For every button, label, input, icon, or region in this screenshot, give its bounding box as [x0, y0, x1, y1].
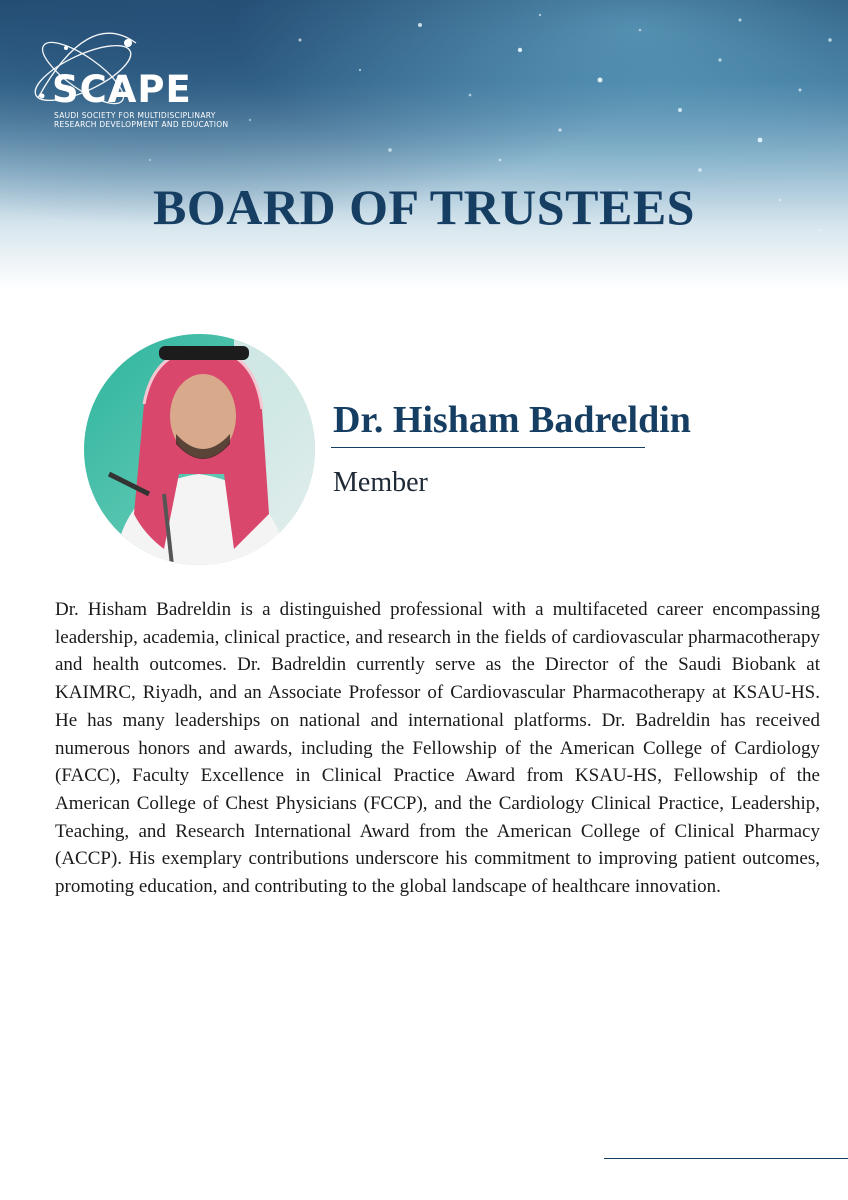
- header-banner: [0, 0, 848, 290]
- member-bio: Dr. Hisham Badreldin is a distinguished professional with a multifaceted career encompassing leadership, academia, clinical practice, and research in the fields of cardiovascular pharmacotherapy and health outcomes. Dr. Badreldin currently serve as the Director of the Saudi Biobank at KAIMRC, Riyadh, and an Associate Professor of Cardiovascular Pharmacotherapy at KSAU-HS. He has many leaderships on national and international platforms. Dr. Badreldin has received numerous honors and awards, including the Fellowship of the American College of Cardiology (FACC), Faculty Excellence in Clinical Practice Award from KSAU-HS, Fellowship of the American College of Chest Physicians (FCCP), and the Cardiology Clinical Practice, Leadership, Teaching, and Research International Award from the American College of Clinical Pharmacy (ACCP). His exemplary contributions underscore his commitment to improving patient outcomes, promoting education, and contributing to the global landscape of healthcare innovation.: [55, 599, 820, 898]
- name-underline: [331, 447, 645, 448]
- logo-subtitle-line2: RESEARCH DEVELOPMENT AND EDUCATION: [54, 120, 229, 129]
- member-portrait: [84, 334, 315, 565]
- logo-subtitle: [54, 111, 228, 129]
- page-title: BOARD OF TRUSTEES: [153, 179, 695, 235]
- scape-logo: [28, 18, 238, 133]
- footer-rule: [604, 1158, 848, 1159]
- logo-subtitle-line1: SAUDI SOCIETY FOR MULTIDISCIPLINARY: [54, 111, 216, 120]
- logo-wordmark: SCAPE: [52, 68, 192, 111]
- member-role: Member: [333, 467, 428, 498]
- portrait-illustration: [84, 334, 315, 565]
- member-name: Dr. Hisham Badreldin: [333, 399, 691, 441]
